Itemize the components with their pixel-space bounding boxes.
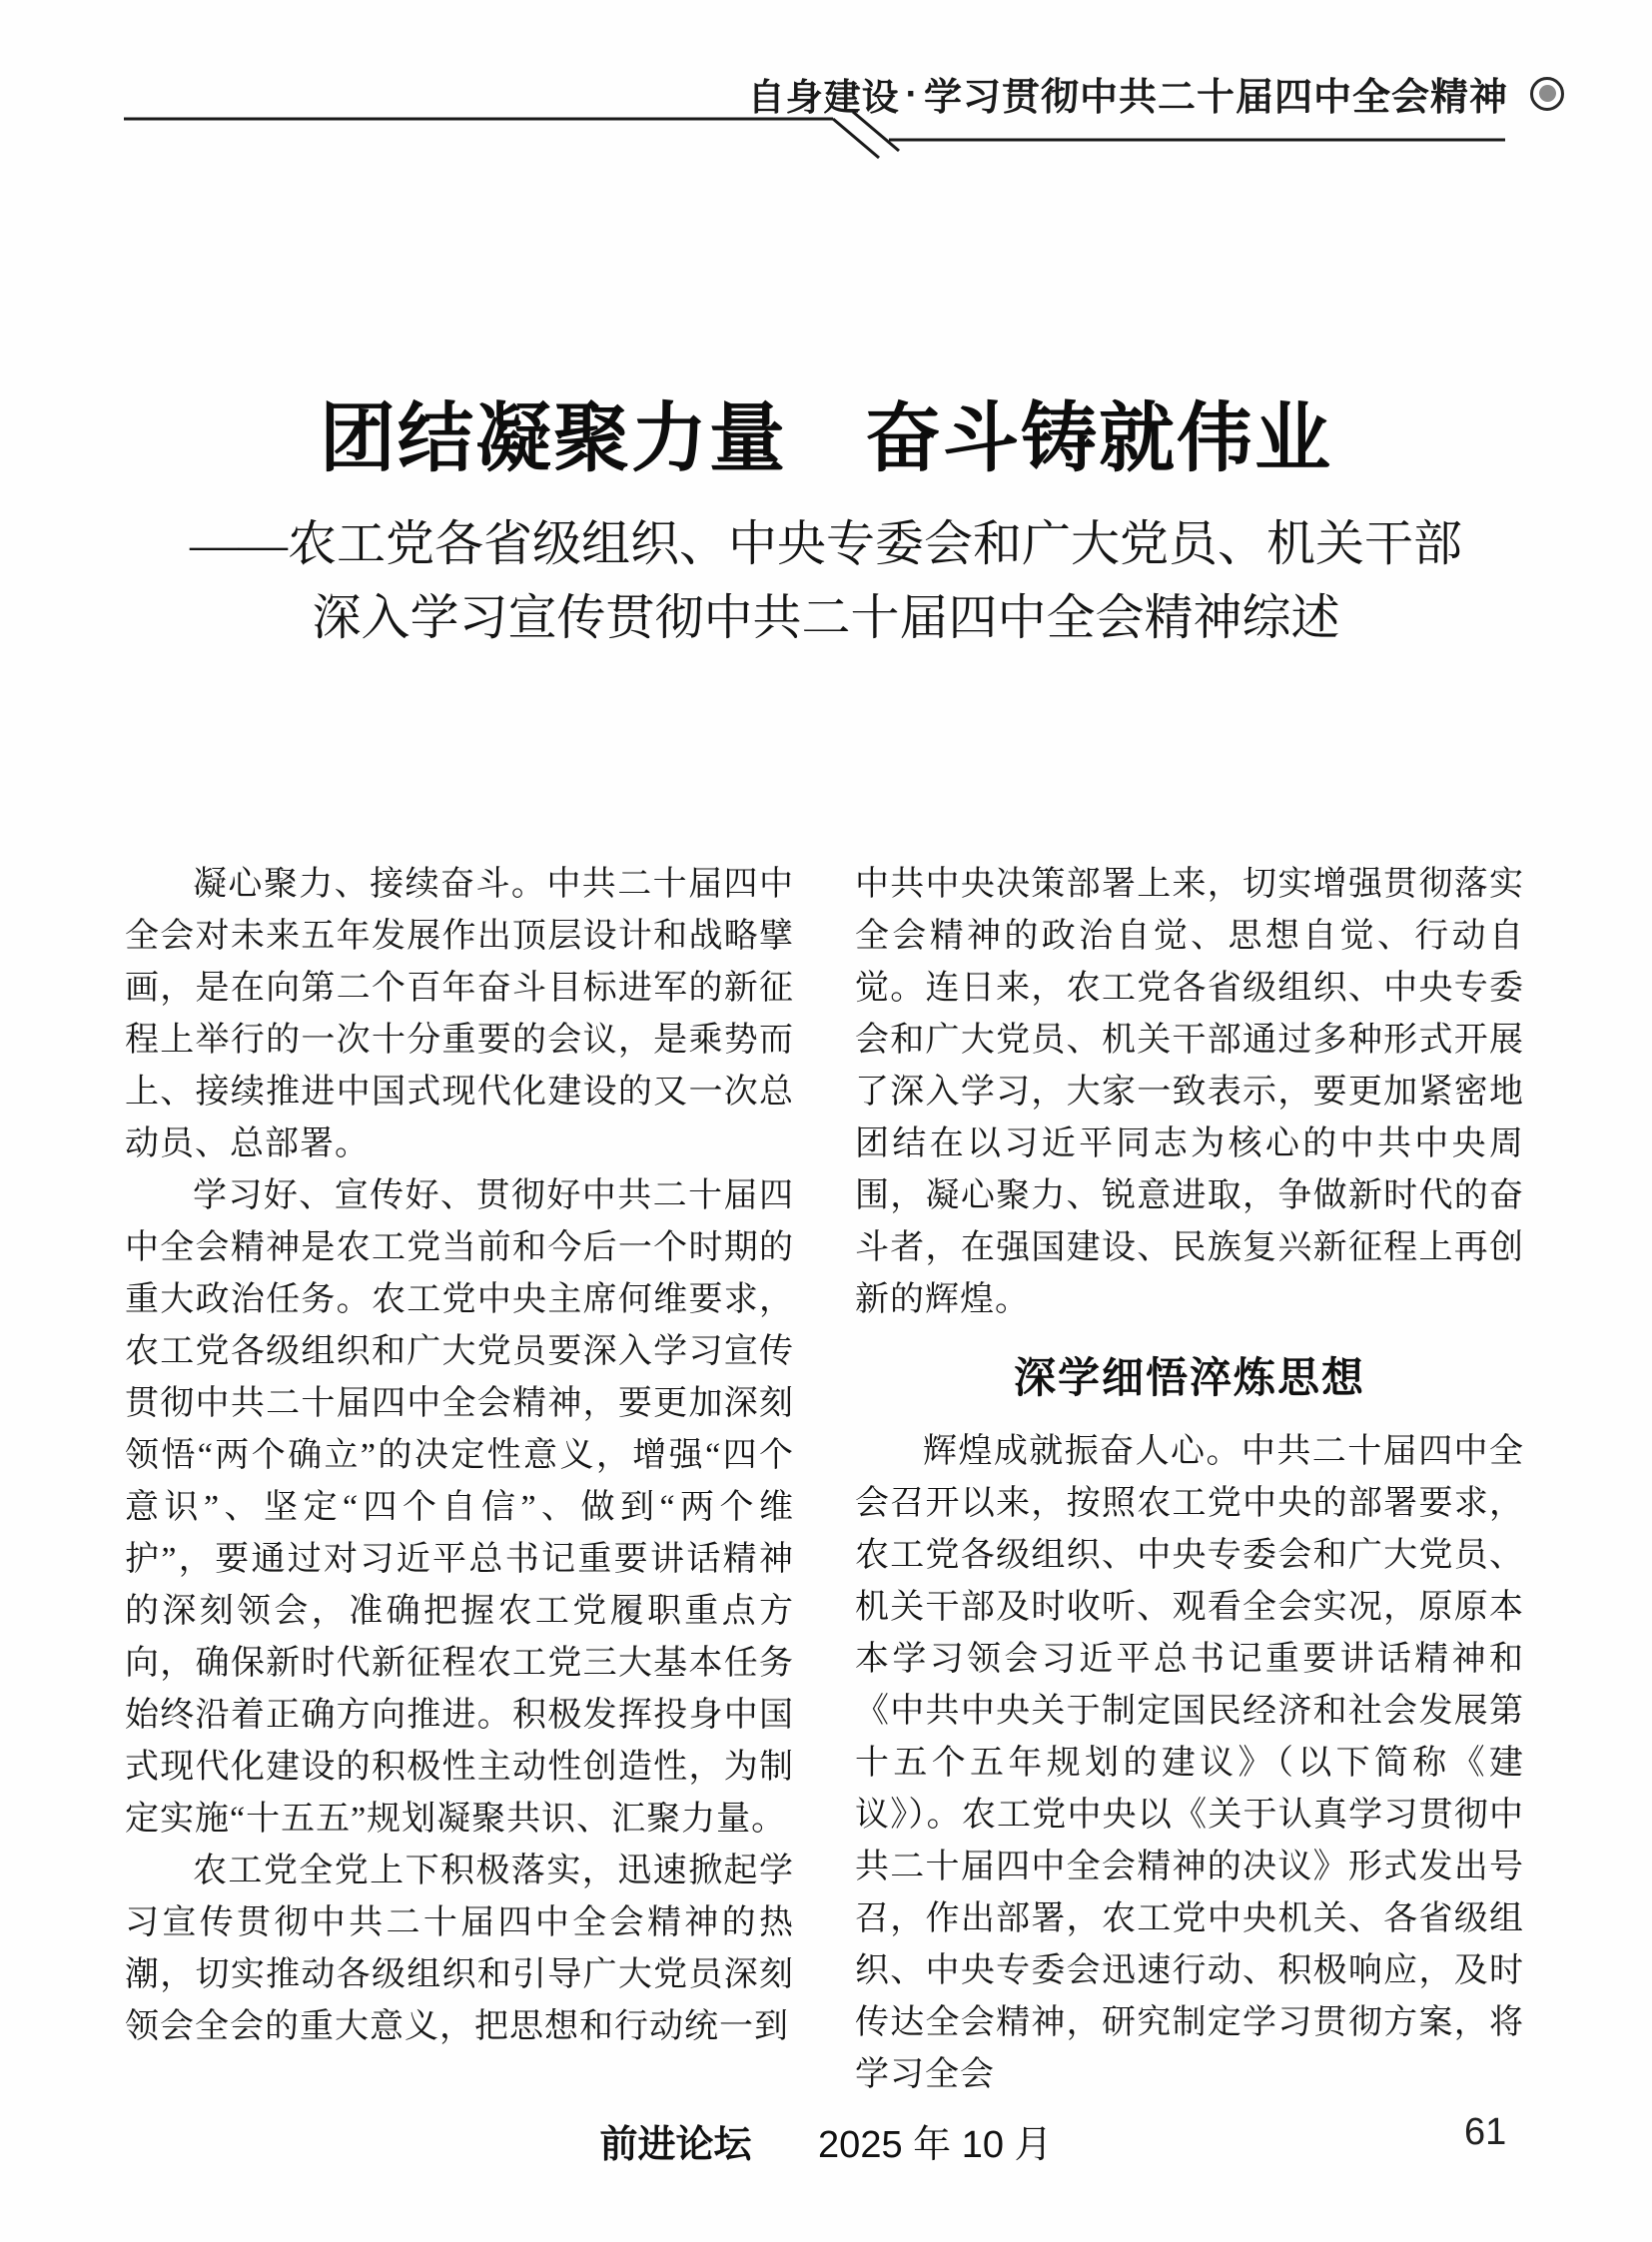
paragraph: 辉煌成就振奋人心。中共二十届四中全会召开以来，按照农工党中央的部署要求，农工党各级组织、中央专委会和广大党员、机关干部及时收听、观看全会实况，原原本本学习领会习近平总书记重要讲话精神和《中共中央关于制定国民经济和社会发展第十五个五年规划的建议》（以下简称《建议》）。农工党中央以《关于认真学习贯彻中共二十届四中全会精神的决议》形式发出号召，作出部署，农工党中央机关、各省级组织、中央专委会迅速行动、积极响应，及时传达全会精神，研究制定学习贯彻方案，将学习全会 <box>855 1433 1524 2093</box>
subtitle-line-2: 深入学习宣传贯彻中共二十届四中全会精神综述 <box>312 590 1340 645</box>
header-section-label: 自身建设 <box>747 76 900 118</box>
article-title: 团结凝聚力量 奋斗铸就伟业 <box>320 396 1332 481</box>
bullseye-icon <box>1530 77 1564 111</box>
page-footer <box>0 2113 1652 2168</box>
paragraph-continuation: 中共中央决策部署上来，切实增强贯彻落实全会精神的政治自觉、思想自觉、行动自觉。连日来，农工党各省级组织、中央专委会和广大党员、机关干部通过多种形式开展了深入学习，大家一致表示，要更加紧密地团结在以习近平同志为核心的中共中央周围，凝心聚力、锐意进取，争做新时代的奋斗者，在强国建设、民族复兴新征程上再创新的辉煌。 <box>855 866 1524 1318</box>
body-column-left <box>125 859 794 2053</box>
page-number: 61 <box>1464 2111 1507 2153</box>
issue-date: 2025 年 10 月 <box>818 2124 1053 2166</box>
bullseye-icon-dot <box>1539 85 1556 102</box>
paragraph-lead: 凝心聚力、接续奋斗。中共二十届四中全会对未来五年发展作出顶层设计和战略擘画，是在向第二个百年奋斗目标进军的新征程上举行的一次十分重要的会议，是乘势而上、接续推进中国式现代化建设的又一次总动员、总部署。 <box>125 866 794 1162</box>
paragraph: 学习好、宣传好、贯彻好中共二十届四中全会精神是农工党当前和今后一个时期的重大政治任务。农工党中央主席何维要求，农工党各级组织和广大党员要深入学习宣传贯彻中共二十届四中全会精神，要更加深刻领悟“两个确立”的决定性意义，增强“四个意识”、坚定“四个自信”、做到“两个维护”，要通过对习近平总书记重要讲话精神的深刻领会，准确把握农工党履职重点方向，确保新时代新征程农工党三大基本任务始终沿着正确方向推进。积极发挥投身中国式现代化建设的积极性主动性创造性，为制定实施“十五五”规划凝聚共识、汇聚力量。 <box>125 1177 794 1838</box>
subtitle-line-1: ——农工党各省级组织、中央专委会和广大党员、机关干部 <box>189 516 1462 571</box>
section-heading: 深学细悟淬炼思想 <box>1013 1354 1365 1401</box>
header-topic-label: 学习贯彻中共二十届四中全会精神 <box>923 77 1508 119</box>
paragraph: 农工党全党上下积极落实，迅速掀起学习宣传贯彻中共二十届四中全会精神的热潮，切实推动各级组织和引导广大党员深刻领会全会的重大意义，把思想和行动统一到 <box>125 1853 794 2045</box>
body-column-right <box>855 859 1524 2101</box>
header-separator-dot: · <box>905 72 918 114</box>
page-header <box>748 66 1564 121</box>
journal-name: 前进论坛 <box>599 2124 752 2166</box>
article-subtitle <box>0 507 1652 655</box>
